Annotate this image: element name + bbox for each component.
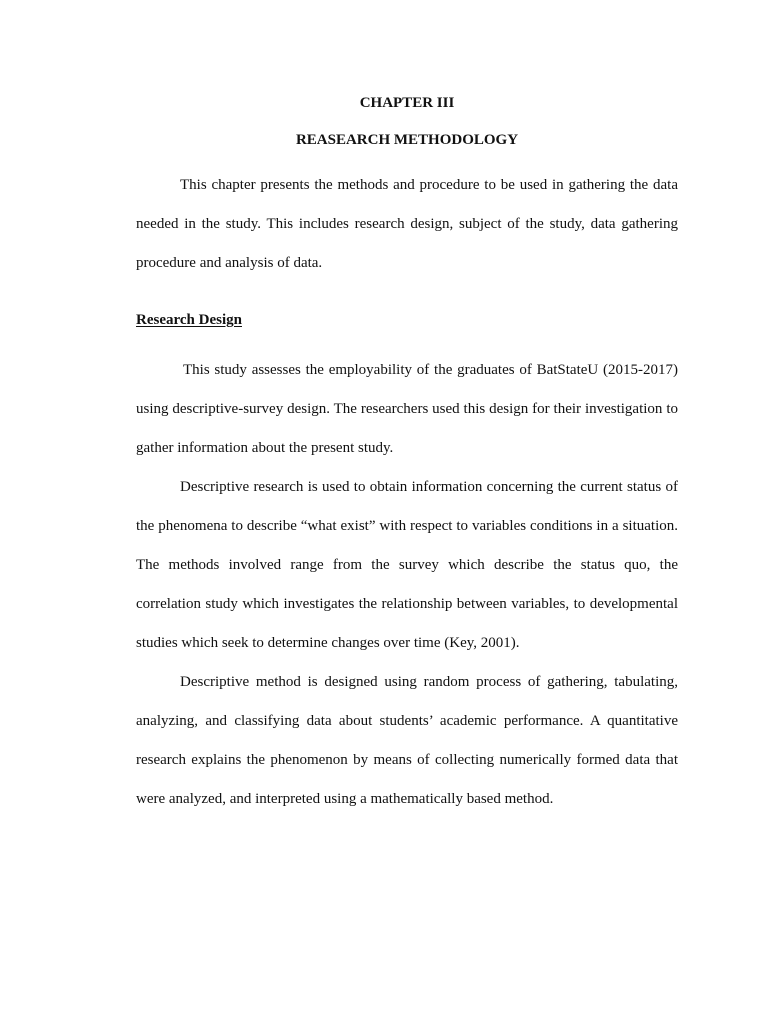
page-content: [136, 92, 678, 819]
chapter-heading: CHAPTER III: [359, 95, 455, 111]
paragraph-3: Descriptive method is designed using random process of gathering, tabulating, analyzing, and classifying data about students’ academic performance. A quantitative research explains the phenomenon by means of collecting numerically formed data that were analyzed, and interpreted using a mathematically based method.: [136, 674, 678, 807]
intro-paragraph: This chapter presents the methods and procedure to be used in gathering the data needed in the study. This includes research design, subject of the study, data gathering procedure and analysis of data.: [136, 177, 678, 271]
section-heading: Research Design: [136, 312, 242, 328]
paragraph-2: Descriptive research is used to obtain information concerning the current status of the phenomena to describe “what exist” with respect to variables conditions in a situation. The methods involved range from the survey which describe the status quo, the correlation study which investigates the relationship between variables, to developmental studies which seek to determine changes over time (Key, 2001).: [136, 479, 678, 651]
chapter-title: REASEARCH METHODOLOGY: [295, 132, 519, 148]
paragraph-1: This study assesses the employability of the graduates of BatStateU (2015-2017) using descriptive-survey design. The researchers used this design for their investigation to gather information about the present study.: [136, 362, 678, 456]
